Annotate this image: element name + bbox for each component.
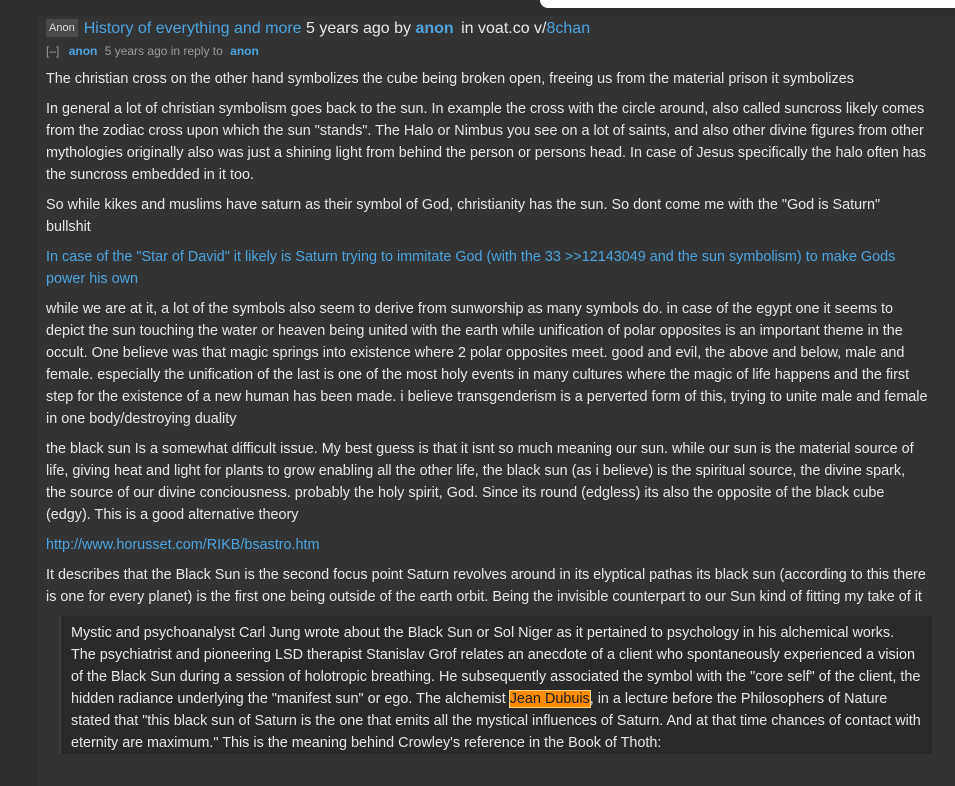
quote-before: Mystic and psychoanalyst Carl Jung wrote about the Black Sun or Sol Niger as it pertained to psychology in his alchemical works. The psychiatrist and pioneering LSD therapist Stanislav Grof relates an anecdote of a client who spontaneously experienced a vision of the Black Sun during a session of holotropic breathing. He subsequently associated the symbol with the "core self" of the client, the hidden radiance underlying the "manifest sun" or ego. The alchemist — [71, 625, 921, 707]
paragraph-6: the black sun Is a somewhat difficult issue. My best guess is that it isnt so much meaning our sun. while our sun is the material source of life, giving heat and light for plants to grow enabling all the other life, the black sun (as i believe) is the spiritual source, the divine spark, the source of our divine conciousness. probably the holy spirit, God. Since its round (edgless) its also the opposite of the black cube (edgy). This is a good alternative theory — [46, 441, 914, 523]
comment-time: 5 years ago — [104, 44, 168, 58]
quote-text — [71, 622, 922, 754]
quote-after: , in a lecture before the Philosophers of Nature stated that "this black sun of Saturn is the one that emits all the mystical influences of Saturn. And at that time chances of contact with eternity are maximum." This is the meaning behind Crowley's reference in the Book of Thoth: — [71, 691, 921, 751]
anon-badge: Anon — [46, 19, 78, 37]
board-link[interactable]: 8chan — [546, 20, 591, 37]
in-label: in voat.co v/ — [461, 20, 547, 37]
comment-body — [46, 68, 928, 762]
blockquote — [59, 616, 932, 754]
comment-author-link[interactable]: anon — [68, 44, 98, 58]
highlighted-name: Jean Dubuis — [509, 691, 590, 707]
star-of-david-link[interactable]: In case of the "Star of David" it likely is Saturn trying to immitate God (with the 33 >>12143049 and the sun symbolism) to make Gods power his own — [46, 249, 896, 287]
comment-post — [37, 16, 955, 786]
collapse-toggle[interactable]: [–] — [46, 44, 60, 58]
post-header — [46, 19, 590, 38]
reply-label: in reply to — [170, 44, 223, 58]
paragraph-8: It describes that the Black Sun is the second focus point Saturn revolves around in its elyptical pathas its black sun (according to this there is one for every planet) is the first one being outside of the earth orbit. Being the invisible counterpart to our Sun kind of fitting my take of it — [46, 567, 926, 605]
horusset-link[interactable]: http://www.horusset.com/RIKB/bsastro.htm — [46, 537, 320, 553]
paragraph-2: In general a lot of christian symbolism goes back to the sun. In example the cross with the circle around, also called suncross likely comes from the zodiac cross upon which the sun "stands". The Halo or Nimbus you see on a lot of saints, and also other divine figures from other mythologies originally also was just a shining light from behind the person or persons head. In case of Jesus specifically the halo often has the suncross embedded in it too. — [46, 101, 926, 183]
comment-meta — [46, 44, 259, 58]
paragraph-3: So while kikes and muslims have saturn as their symbol of God, christianity has the sun. So dont come me with the "God is Saturn" bullshit — [46, 197, 881, 235]
post-time: 5 years ago — [306, 20, 390, 37]
reply-author-link[interactable]: anon — [230, 44, 259, 58]
post-author-link[interactable]: anon — [415, 20, 454, 37]
paragraph-5: while we are at it, a lot of the symbols also seem to derive from sunworship as many symbols do. in case of the egypt one it seems to depict the sun touching the water or heaven being united with the earth while unification of polar opposites is an important theme in the occult. One believe was that magic springs into existence where 2 polar opposites meet. good and evil, the above and below, male and female. especially the unification of the last is one of the most holy events in many cultures where the magic of life happens and the first step for the existence of a new human has been made. i believe transgenderism is a perverted form of this, trying to unite male and female in one body/destroying duality — [46, 301, 928, 427]
top-panel-edge — [540, 0, 955, 8]
by-label: by — [394, 20, 411, 37]
post-title-link[interactable]: History of everything and more — [83, 20, 302, 37]
paragraph-1: The christian cross on the other hand symbolizes the cube being broken open, freeing us from the material prison it symbolizes — [46, 71, 854, 87]
